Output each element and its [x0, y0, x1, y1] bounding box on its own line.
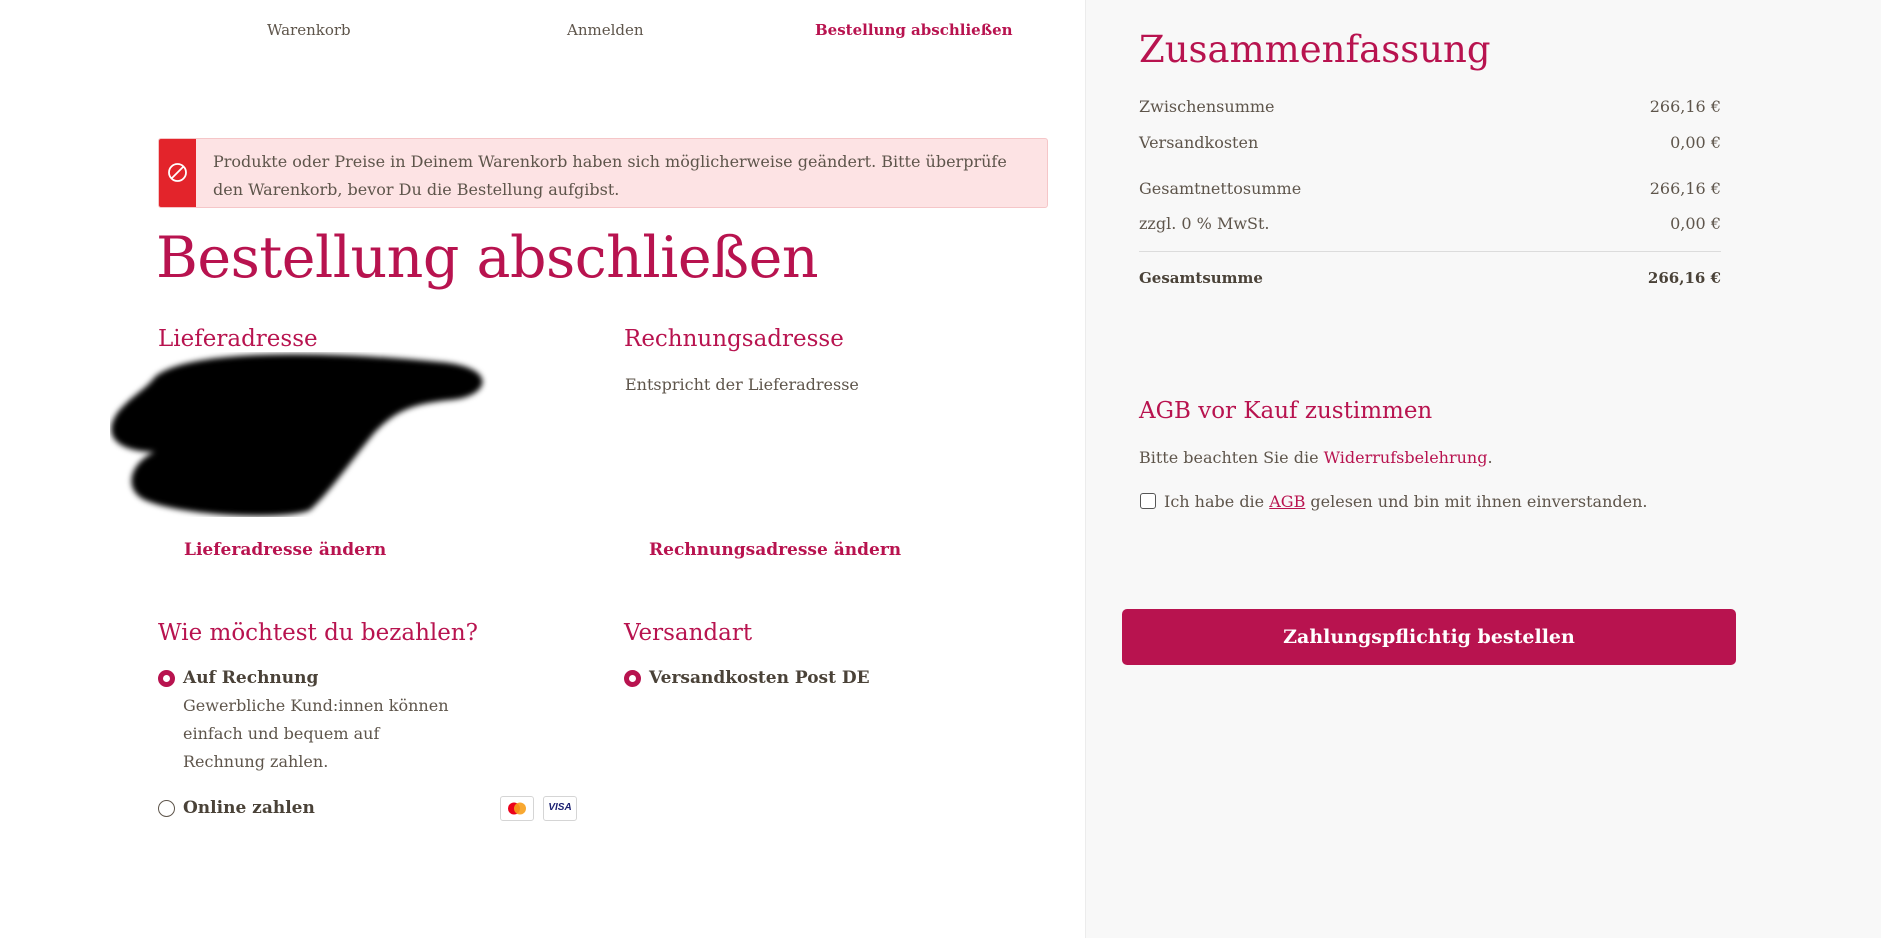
agb-checkbox-label[interactable]	[1164, 492, 1648, 511]
edit-billing-address-link[interactable]: Rechnungsadresse ändern	[649, 540, 902, 560]
summary-net-row	[1139, 179, 1721, 198]
step-cart[interactable]: Warenkorb	[267, 21, 351, 39]
vat-value: 0,00 €	[1670, 214, 1721, 233]
agb-note-prefix: Bitte beachten Sie die	[1139, 448, 1324, 467]
place-order-button[interactable]: Zahlungspflichtig bestellen	[1122, 609, 1736, 665]
vat-label: zzgl. 0 % MwSt.	[1139, 214, 1270, 233]
payment-invoice-label[interactable]: Auf Rechnung	[183, 668, 319, 688]
shipping-post-de-radio[interactable]	[624, 670, 641, 687]
mastercard-icon	[500, 796, 534, 821]
shipping-cost-label: Versandkosten	[1139, 133, 1259, 152]
net-total-value: 266,16 €	[1649, 179, 1721, 198]
grand-total-label: Gesamtsumme	[1139, 269, 1263, 287]
agb-link[interactable]: AGB	[1269, 492, 1306, 511]
alert-icon-container	[159, 139, 196, 207]
step-checkout: Bestellung abschließen	[815, 21, 1013, 39]
summary-title: Zusammenfassung	[1139, 28, 1491, 71]
summary-vat-row	[1139, 214, 1721, 233]
shipping-address-heading: Lieferadresse	[158, 326, 318, 352]
subtotal-value: 266,16 €	[1649, 97, 1721, 116]
summary-subtotal-row	[1139, 97, 1721, 116]
payment-invoice-radio[interactable]	[158, 670, 175, 687]
step-login[interactable]: Anmelden	[567, 21, 644, 39]
summary-divider	[1139, 251, 1721, 252]
block-icon	[167, 162, 188, 183]
withdrawal-policy-link[interactable]: Widerrufsbelehrung	[1323, 448, 1488, 467]
agb-note	[1139, 448, 1493, 467]
billing-address-heading: Rechnungsadresse	[624, 326, 844, 352]
net-total-label: Gesamtnettosumme	[1139, 179, 1302, 198]
summary-shipping-row	[1139, 133, 1721, 152]
agb-checkbox[interactable]	[1140, 493, 1156, 509]
payment-online-label[interactable]: Online zahlen	[183, 798, 315, 818]
page-title: Bestellung abschließen	[156, 225, 819, 291]
payment-online-radio[interactable]	[158, 800, 175, 817]
cart-changed-alert	[158, 138, 1048, 208]
shipping-cost-value: 0,00 €	[1670, 133, 1721, 152]
visa-icon	[543, 796, 577, 821]
visa-text: VISA	[548, 802, 572, 813]
redacted-address	[110, 352, 490, 517]
agb-note-suffix: .	[1487, 448, 1493, 467]
agb-check-prefix: Ich habe die	[1164, 492, 1270, 511]
payment-invoice-description: Gewerbliche Kund:innen können einfach und bequem auf Rechnung zahlen.	[183, 696, 449, 771]
payment-heading: Wie möchtest du bezahlen?	[158, 620, 479, 646]
agb-title: AGB vor Kauf zustimmen	[1139, 398, 1433, 424]
summary-total-row	[1139, 269, 1721, 287]
agb-check-suffix: gelesen und bin mit ihnen einverstanden.	[1305, 492, 1648, 511]
billing-address-text: Entspricht der Lieferadresse	[625, 375, 859, 394]
edit-shipping-address-link[interactable]: Lieferadresse ändern	[184, 540, 387, 560]
shipping-post-de-label[interactable]: Versandkosten Post DE	[649, 668, 870, 688]
subtotal-label: Zwischensumme	[1139, 97, 1275, 116]
alert-message: Produkte oder Preise in Deinem Warenkorb haben sich möglicherweise geändert. Bitte überprüfe den Warenkorb, bevor Du die Bestellung aufgibst.	[213, 152, 1007, 199]
grand-total-value: 266,16 €	[1647, 269, 1721, 287]
shipping-method-heading: Versandart	[624, 620, 753, 646]
